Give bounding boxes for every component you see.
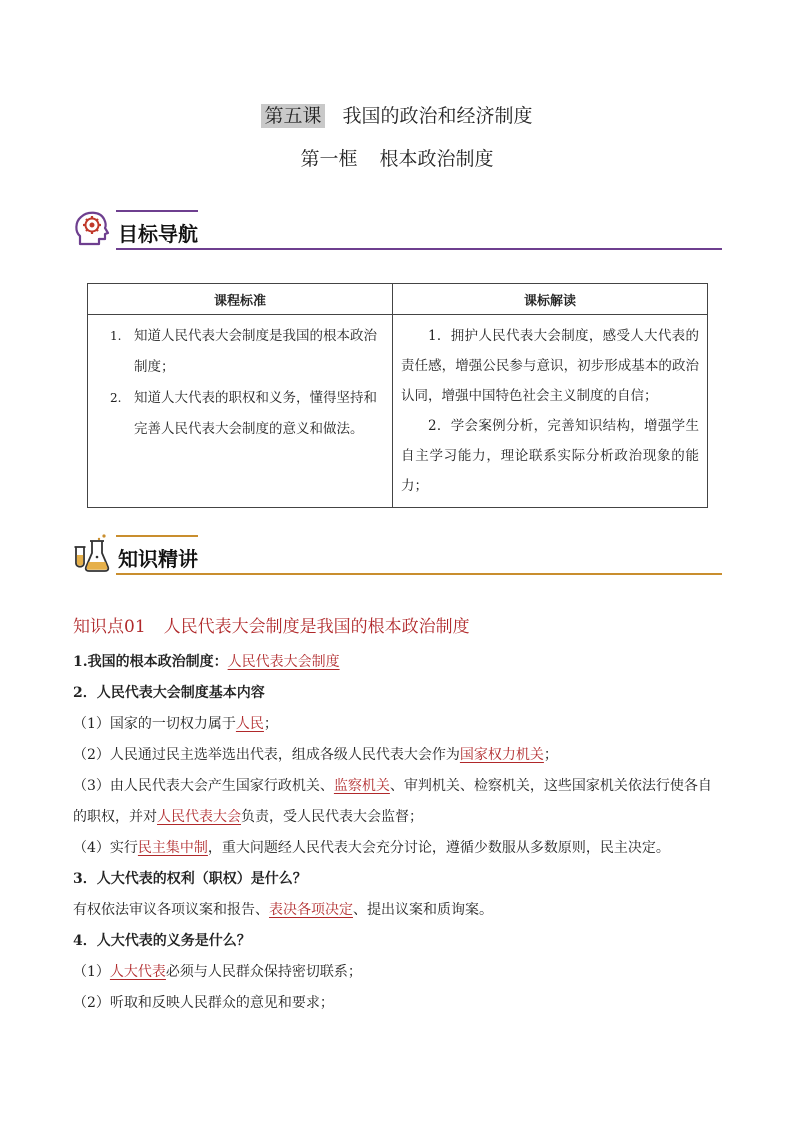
col-header-standards: 课程标准 <box>88 284 393 315</box>
rule-bottom <box>116 573 722 575</box>
frame-title <box>0 146 794 172</box>
frame-title-text: 根本政治制度 <box>379 148 494 170</box>
key-answer: 国家权力机关 <box>459 747 544 763</box>
list-item: 1. 知道人民代表大会制度是我国的根本政治制度； <box>110 328 377 375</box>
knowledge-point-title: 人民代表大会制度是我国的根本政治制度 <box>163 617 470 637</box>
point-1: 1.我国的根本政治制度：人民代表大会制度 <box>73 654 340 670</box>
rule-top <box>116 210 198 212</box>
section-goal-nav <box>72 208 722 252</box>
interpretation-item: 1．拥护人民代表大会制度，感受人大代表的责任感，增强公民参与意识，初步形成基本的政治认同，增强中国特色社会主义制度的自信； <box>401 328 699 404</box>
knowledge-point-label: 知识点01 <box>73 617 146 637</box>
rule-top <box>116 535 198 537</box>
knowledge-content <box>73 613 723 1019</box>
key-answer: 人民 <box>235 716 264 732</box>
standards-cell <box>88 315 393 508</box>
head-gears-icon <box>72 208 112 248</box>
list-item: （2）听取和反映人民群众的意见和要求； <box>73 995 334 1011</box>
list-item: 2. 知道人大代表的职权和义务，懂得坚持和完善人民代表大会制度的意义和做法。 <box>110 390 377 437</box>
list-item: （4）实行民主集中制，重大问题经人民代表大会充分讨论，遵循少数服从多数原则，民主决定。 <box>73 840 670 856</box>
rule-bottom <box>116 248 722 250</box>
section-knowledge <box>72 533 722 577</box>
lesson-title-text: 我国的政治和经济制度 <box>342 105 533 127</box>
standards-table <box>87 283 708 508</box>
point-3-heading: 3．人大代表的权利（职权）是什么？ <box>73 871 307 887</box>
list-item: （1）国家的一切权力属于人民； <box>73 716 278 732</box>
interpretation-cell <box>393 315 708 508</box>
knowledge-point-heading <box>73 613 723 641</box>
key-answer: 人大代表 <box>109 964 166 980</box>
lesson-tag: 第五课 <box>261 104 324 128</box>
key-answer: 监察机关 <box>333 778 390 794</box>
key-answer: 人民代表大会 <box>157 809 241 825</box>
section-title: 知识精讲 <box>118 547 198 571</box>
interpretation-item: 2．学会案例分析，完善知识结构，增强学生自主学习能力，理论联系实际分析政治现象的能力； <box>401 418 699 494</box>
standards-list <box>110 321 380 445</box>
point-2-heading: 2．人民代表大会制度基本内容 <box>73 685 265 701</box>
key-answer: 表决各项决定 <box>269 902 353 918</box>
list-item: （1）人大代表必须与人民群众保持密切联系； <box>73 964 362 980</box>
frame-label: 第一框 <box>300 148 358 170</box>
point-4-heading: 4．人大代表的义务是什么？ <box>73 933 251 949</box>
lesson-title <box>0 103 794 129</box>
key-answer: 民主集中制 <box>137 840 208 856</box>
col-header-interpretation: 课标解读 <box>393 284 708 315</box>
list-item: （3）由人民代表大会产生国家行政机关、监察机关、审判机关、检察机关，这些国家机关依法行使各自的职权，并对人民代表大会负责，受人民代表大会监督； <box>73 778 712 825</box>
point-3-answer: 有权依法审议各项议案和报告、表决各项决定、提出议案和质询案。 <box>73 902 493 918</box>
section-title: 目标导航 <box>118 222 198 246</box>
flasks-icon <box>72 533 112 573</box>
key-answer: 人民代表大会制度 <box>227 654 340 670</box>
list-item: （2）人民通过民主选举选出代表，组成各级人民代表大会作为国家权力机关； <box>73 747 558 763</box>
